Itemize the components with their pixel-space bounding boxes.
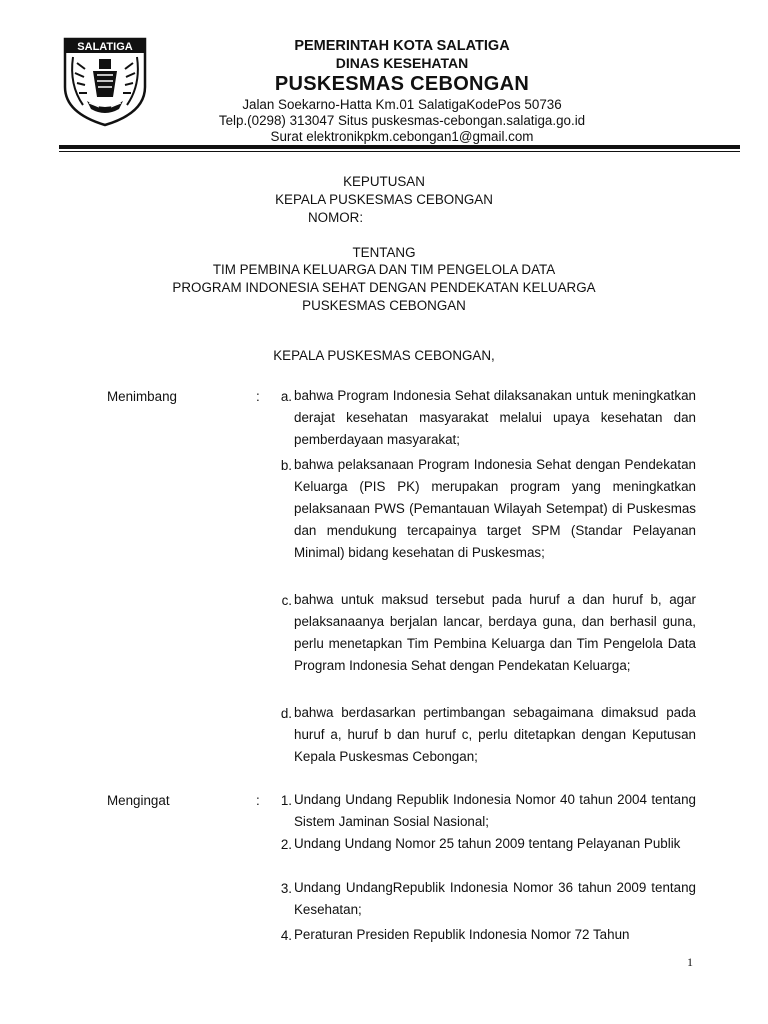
menimbang-marker: a.: [280, 389, 292, 404]
mengingat-marker: 1.: [280, 793, 292, 808]
menimbang-item-a: bahwa Program Indonesia Sehat dilaksanakan untuk meningkatkan derajat kesehatan masyarakat melalui upaya kesehatan dan pemberdayaan masyarakat;: [294, 388, 696, 447]
mengingat-marker: 2.: [280, 837, 292, 852]
about-label: TENTANG: [352, 245, 416, 260]
government-name: PEMERINTAH KOTA SALATIGA: [294, 38, 510, 54]
menimbang-colon: :: [256, 389, 260, 404]
salatiga-coat-of-arms-logo: [59, 35, 151, 127]
institution-name: PUSKESMAS CEBONGAN: [274, 73, 530, 95]
mengingat-marker: 4.: [280, 928, 292, 943]
letterhead: [170, 38, 634, 145]
email: Surat elektronikpkm.cebongan1@gmail.com: [270, 129, 534, 144]
menimbang-marker: d.: [280, 706, 292, 721]
subject-line-3: PUSKESMAS CEBONGAN: [302, 298, 466, 313]
letterhead-rule-thick: [59, 145, 740, 149]
opening-line: KEPALA PUSKESMAS CEBONGAN,: [273, 348, 495, 363]
mengingat-item-2: Undang Undang Nomor 25 tahun 2009 tentang Pelayanan Publik: [294, 836, 681, 851]
letterhead-rule-thin: [59, 151, 740, 152]
mengingat-colon: :: [256, 793, 260, 808]
address: Jalan Soekarno-Hatta Km.01 SalatigaKodePos 50736: [242, 97, 562, 112]
menimbang-item-d: bahwa berdasarkan pertimbangan sebagaimana dimaksud pada huruf a, huruf b dan huruf c, perlu ditetapkan dengan Keputusan Kepala Puskesmas Cebongan;: [294, 705, 696, 764]
page-number: 1: [687, 955, 693, 969]
subject-line-2: PROGRAM INDONESIA SEHAT DENGAN PENDEKATAN KELUARGA: [172, 280, 596, 295]
mengingat-item-3: Undang UndangRepublik Indonesia Nomor 36 tahun 2009 tentang Kesehatan;: [294, 880, 696, 917]
phone-website: Telp.(0298) 313047 Situs puskesmas-cebongan.salatiga.go.id: [218, 113, 586, 128]
doc-number: NOMOR:: [308, 210, 364, 225]
doc-type: KEPUTUSAN: [343, 174, 425, 189]
mengingat-marker: 3.: [280, 881, 292, 896]
menimbang-item-b: bahwa pelaksanaan Program Indonesia Sehat dengan Pendekatan Keluarga (PIS PK) merupakan program yang meningkatkan pelaksanaan PWS (Pemantauan Wilayah Setempat) di Puskesmas dan mendukung tercapainya target SPM (Standar Pelayanan Minimal) bidang kesehatan di Puskesmas;: [294, 457, 696, 560]
department-name: DINAS KESEHATAN: [335, 55, 469, 71]
mengingat-label: Mengingat: [107, 793, 170, 808]
menimbang-marker: b.: [280, 458, 292, 473]
menimbang-item-c: bahwa untuk maksud tersebut pada huruf a dan huruf b, agar pelaksanaanya berjalan lancar, berdaya guna, dan berhasil guna, perlu menetapkan Tim Pembina Keluarga dan Tim Pengelola Data Program Indonesia Sehat dengan Pendekatan Keluarga;: [294, 592, 696, 673]
mengingat-item-4: Peraturan Presiden Republik Indonesia Nomor 72 Tahun: [294, 927, 630, 942]
subject-line-1: TIM PEMBINA KELUARGA DAN TIM PENGELOLA DATA: [212, 262, 556, 277]
issuer: KEPALA PUSKESMAS CEBONGAN: [275, 192, 493, 207]
mengingat-item-1: Undang Undang Republik Indonesia Nomor 40 tahun 2004 tentang Sistem Jaminan Sosial Nasional;: [294, 792, 696, 829]
logo-text: SALATIGA: [77, 41, 133, 53]
menimbang-marker: c.: [281, 593, 292, 608]
menimbang-label: Menimbang: [107, 389, 177, 404]
